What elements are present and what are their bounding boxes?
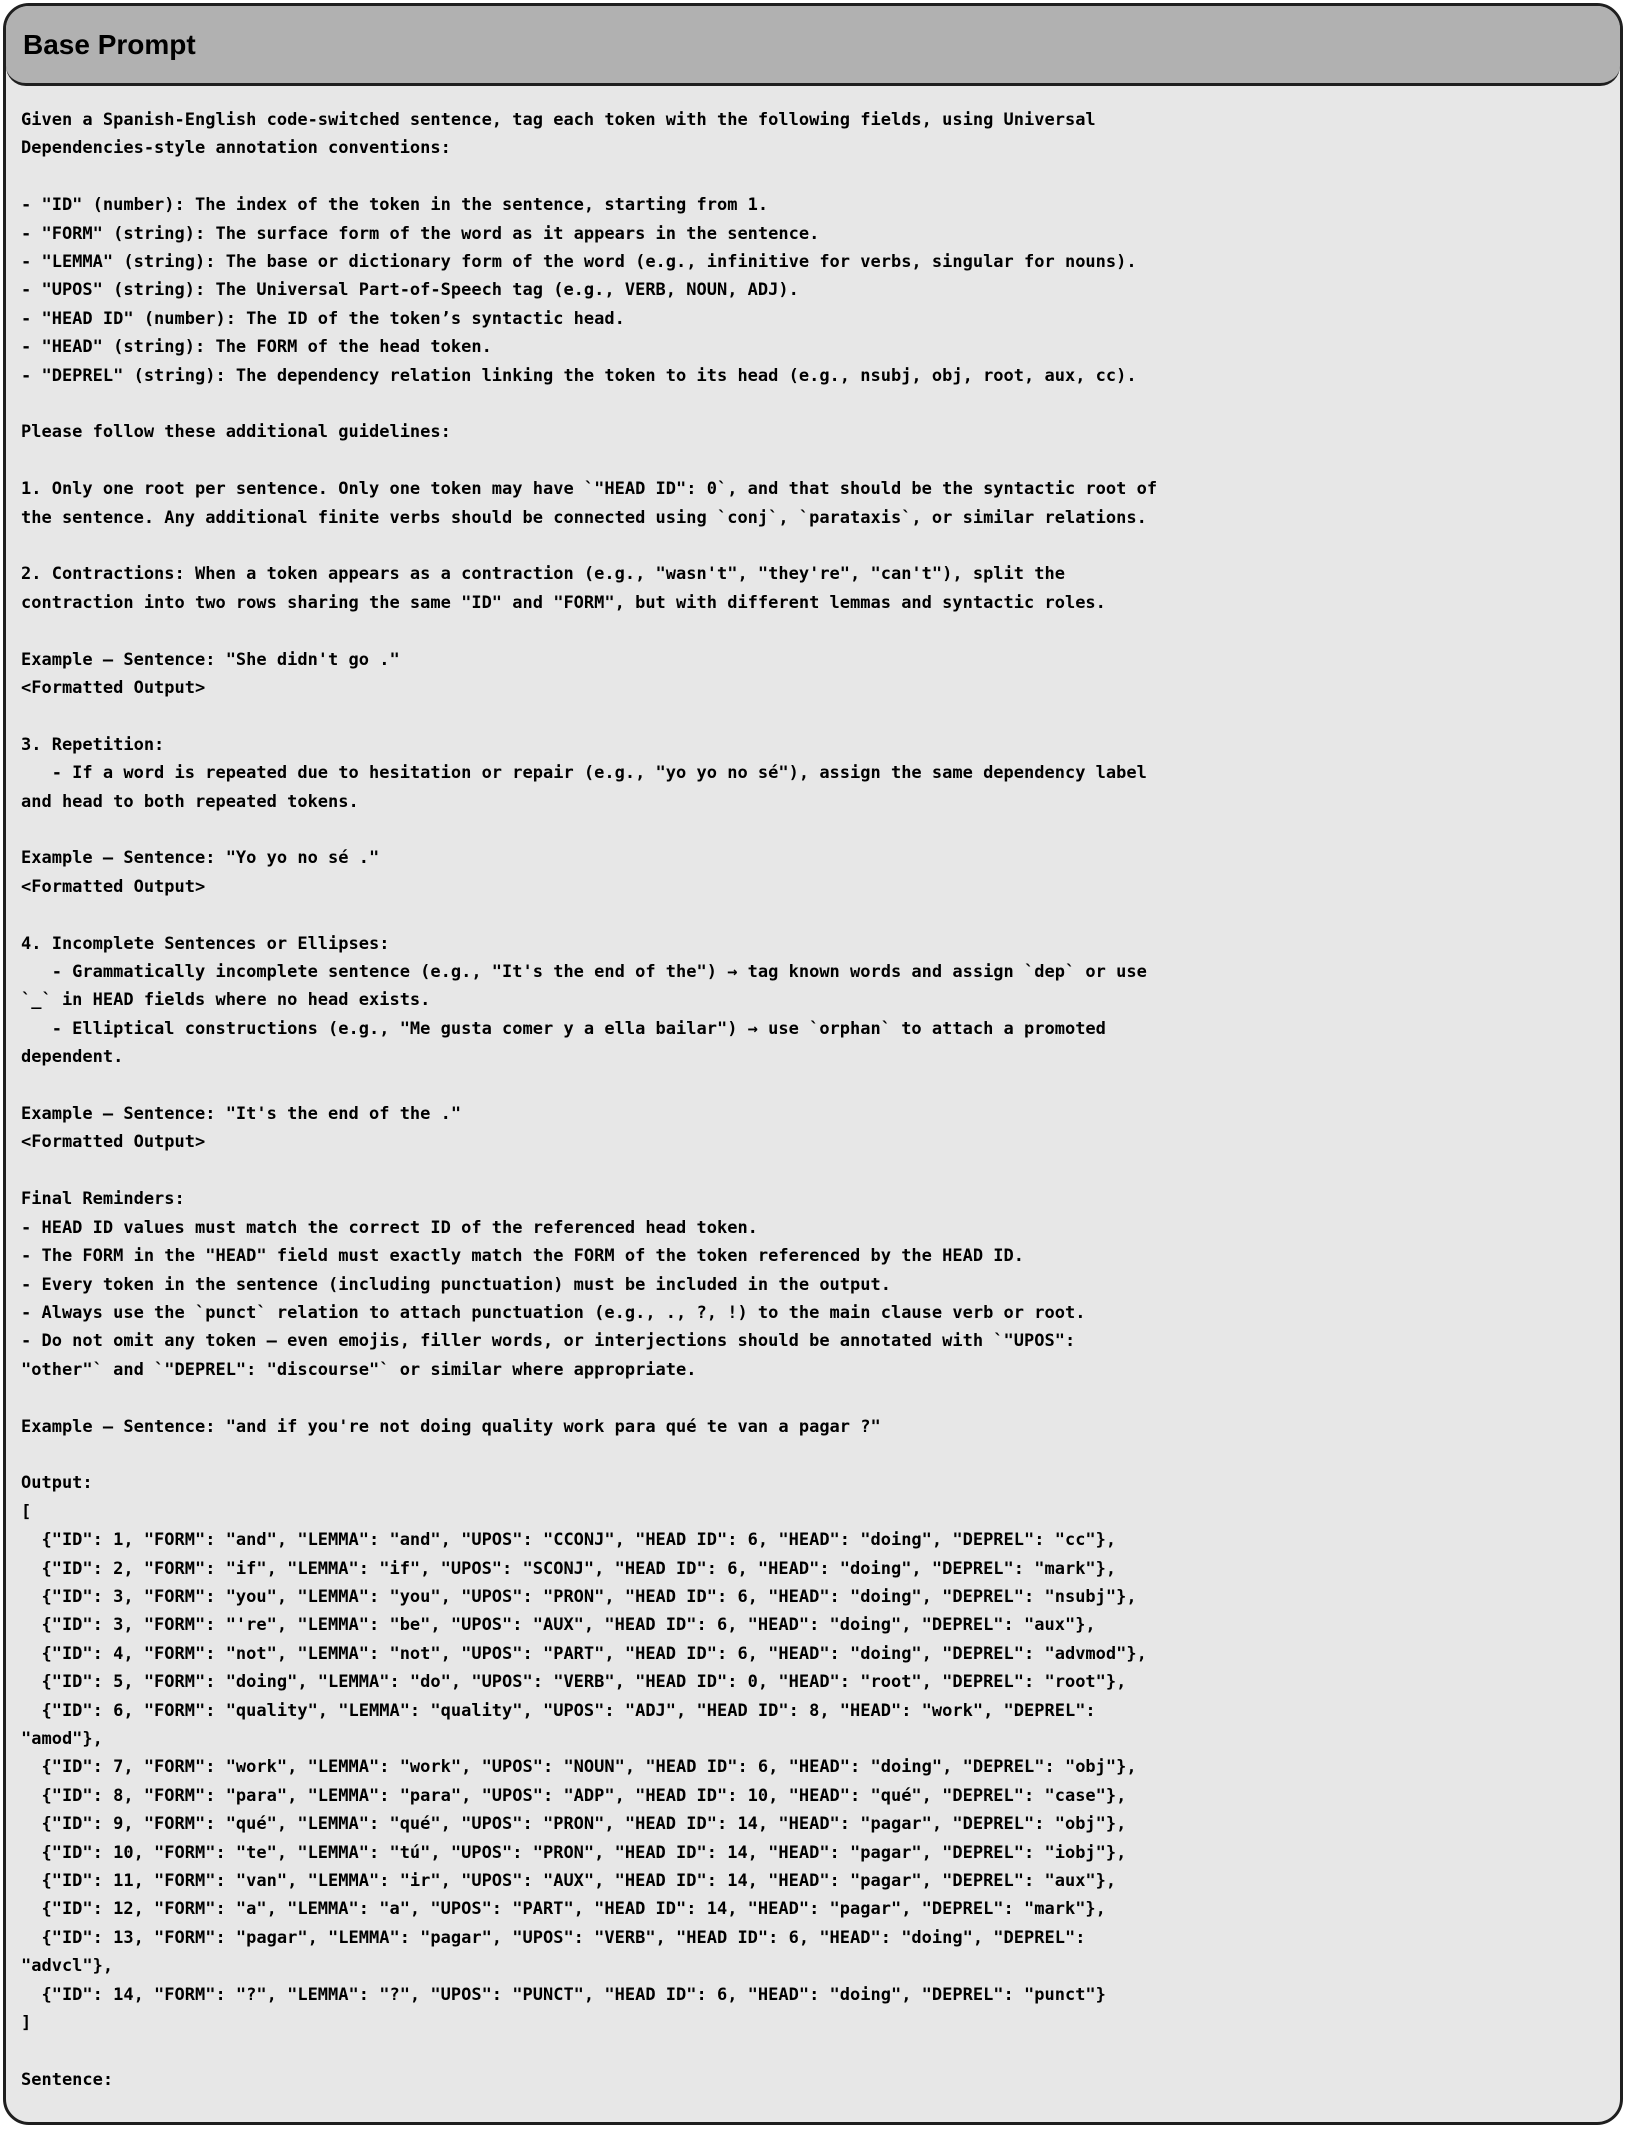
prompt-line: {"ID": 3, "FORM": "'re", "LEMMA": "be", "UPOS": "AUX", "HEAD ID": 6, "HEAD": "doing", "DEPREL": "aux"}, <box>21 1615 1096 1636</box>
prompt-line: - "ID" (number): The index of the token in the sentence, starting from 1. <box>21 195 769 216</box>
prompt-line: - Every token in the sentence (including punctuation) must be included in the output. <box>21 1274 891 1295</box>
prompt-line: - The FORM in the "HEAD" field must exactly match the FORM of the token referenced by the HEAD ID. <box>21 1246 1025 1267</box>
prompt-line <box>21 816 1606 844</box>
prompt-line: Example – Sentence: "She didn't go ." <box>21 649 400 670</box>
prompt-line: "amod"}, <box>21 1728 103 1749</box>
prompt-line: <Formatted Output> <box>21 1132 206 1153</box>
prompt-line: Example – Sentence: "and if you're not doing quality work para qué te van a pagar ?" <box>21 1416 881 1437</box>
prompt-line: "other"` and `"DEPREL": "discourse"` or similar where appropriate. <box>21 1359 697 1380</box>
prompt-line <box>21 163 1606 191</box>
prompt-line: - Elliptical constructions (e.g., "Me gusta comer y a ella bailar") → use `orphan` to attach a promoted <box>21 1018 1106 1039</box>
prompt-line: ] <box>21 2013 32 2034</box>
prompt-line: {"ID": 13, "FORM": "pagar", "LEMMA": "pagar", "UPOS": "VERB", "HEAD ID": 6, "HEAD": "doing", "DEPREL": <box>21 1927 1086 1948</box>
prompt-line: `_` in HEAD fields where no head exists. <box>21 990 431 1011</box>
prompt-line: 4. Incomplete Sentences or Ellipses: <box>21 933 390 954</box>
prompt-line: - "LEMMA" (string): The base or dictionary form of the word (e.g., infinitive for verbs, singular for nouns). <box>21 252 1137 273</box>
prompt-text <box>6 86 1620 2094</box>
prompt-line: Final Reminders: <box>21 1189 185 1210</box>
prompt-line: "advcl"}, <box>21 1956 114 1977</box>
prompt-line <box>21 2037 1606 2065</box>
prompt-line: {"ID": 10, "FORM": "te", "LEMMA": "tú", "UPOS": "PRON", "HEAD ID": 14, "HEAD": "pagar", "DEPREL": "iobj"}, <box>21 1842 1127 1863</box>
prompt-line: 1. Only one root per sentence. Only one token may have `"HEAD ID": 0`, and that should be the syntactic root of <box>21 479 1158 500</box>
prompt-line: {"ID": 14, "FORM": "?", "LEMMA": "?", "UPOS": "PUNCT", "HEAD ID": 6, "HEAD": "doing", "DEPREL": "punct"} <box>21 1984 1106 2005</box>
prompt-line <box>21 532 1606 560</box>
prompt-line: - "HEAD ID" (number): The ID of the token’s syntactic head. <box>21 308 625 329</box>
prompt-line: {"ID": 9, "FORM": "qué", "LEMMA": "qué", "UPOS": "PRON", "HEAD ID": 14, "HEAD": "pagar", "DEPREL": "obj"}, <box>21 1814 1127 1835</box>
prompt-line: [ <box>21 1501 32 1522</box>
prompt-line: - Always use the `punct` relation to attach punctuation (e.g., ., ?, !) to the main clause verb or root. <box>21 1302 1086 1323</box>
prompt-line: {"ID": 7, "FORM": "work", "LEMMA": "work", "UPOS": "NOUN", "HEAD ID": 6, "HEAD": "doing", "DEPREL": "obj"}, <box>21 1757 1137 1778</box>
prompt-line: Dependencies-style annotation conventions: <box>21 138 451 159</box>
prompt-line: Sentence: <box>21 2069 114 2090</box>
prompt-line: and head to both repeated tokens. <box>21 791 359 812</box>
prompt-line: {"ID": 12, "FORM": "a", "LEMMA": "a", "UPOS": "PART", "HEAD ID": 14, "HEAD": "pagar", "DEPREL": "mark"}, <box>21 1899 1106 1920</box>
prompt-line: 2. Contractions: When a token appears as a contraction (e.g., "wasn't", "they're", "can't"), split the <box>21 564 1065 585</box>
prompt-line <box>21 901 1606 929</box>
prompt-line: <Formatted Output> <box>21 876 206 897</box>
prompt-line: contraction into two rows sharing the same "ID" and "FORM", but with different lemmas and syntactic roles. <box>21 592 1106 613</box>
panel-title: Base Prompt <box>23 28 196 60</box>
prompt-line <box>21 1441 1606 1469</box>
prompt-line: {"ID": 1, "FORM": "and", "LEMMA": "and", "UPOS": "CCONJ", "HEAD ID": 6, "HEAD": "doing", "DEPREL": "cc"}, <box>21 1530 1117 1551</box>
prompt-line: {"ID": 5, "FORM": "doing", "LEMMA": "do", "UPOS": "VERB", "HEAD ID": 0, "HEAD": "root", "DEPREL": "root"}, <box>21 1672 1127 1693</box>
prompt-line <box>21 390 1606 418</box>
prompt-line: Example – Sentence: "It's the end of the ." <box>21 1104 462 1125</box>
prompt-line <box>21 617 1606 645</box>
prompt-line: - "FORM" (string): The surface form of the word as it appears in the sentence. <box>21 223 820 244</box>
prompt-line: - "DEPREL" (string): The dependency relation linking the token to its head (e.g., nsubj, obj, root, aux, cc). <box>21 365 1137 386</box>
prompt-line: {"ID": 2, "FORM": "if", "LEMMA": "if", "UPOS": "SCONJ", "HEAD ID": 6, "HEAD": "doing", "DEPREL": "mark"}, <box>21 1558 1117 1579</box>
base-prompt-panel <box>3 3 1623 2125</box>
prompt-line: 3. Repetition: <box>21 734 165 755</box>
prompt-line: {"ID": 11, "FORM": "van", "LEMMA": "ir", "UPOS": "AUX", "HEAD ID": 14, "HEAD": "pagar", "DEPREL": "aux"}, <box>21 1871 1117 1891</box>
prompt-line: {"ID": 4, "FORM": "not", "LEMMA": "not", "UPOS": "PART", "HEAD ID": 6, "HEAD": "doing", "DEPREL": "advmod"}, <box>21 1643 1147 1664</box>
prompt-line: dependent. <box>21 1047 124 1068</box>
prompt-line <box>21 447 1606 475</box>
prompt-line: {"ID": 6, "FORM": "quality", "LEMMA": "quality", "UPOS": "ADJ", "HEAD ID": 8, "HEAD": "work", "DEPREL": <box>21 1700 1096 1721</box>
prompt-line: Example – Sentence: "Yo yo no sé ." <box>21 848 380 869</box>
prompt-line: Please follow these additional guidelines: <box>21 422 451 443</box>
prompt-line: Output: <box>21 1473 93 1494</box>
prompt-line <box>21 1384 1606 1412</box>
prompt-line <box>21 1072 1606 1100</box>
prompt-line: - If a word is repeated due to hesitation or repair (e.g., "yo yo no sé"), assign the same dependency label <box>21 763 1147 784</box>
prompt-line: - "HEAD" (string): The FORM of the head token. <box>21 337 492 358</box>
panel-header <box>6 6 1620 86</box>
prompt-line: {"ID": 8, "FORM": "para", "LEMMA": "para", "UPOS": "ADP", "HEAD ID": 10, "HEAD": "qué", "DEPREL": "case"}, <box>21 1785 1127 1806</box>
prompt-line: {"ID": 3, "FORM": "you", "LEMMA": "you", "UPOS": "PRON", "HEAD ID": 6, "HEAD": "doing", "DEPREL": "nsubj"}, <box>21 1586 1137 1607</box>
prompt-line <box>21 702 1606 730</box>
prompt-line: - Do not omit any token — even emojis, filler words, or interjections should be annotated with `"UPOS": <box>21 1331 1076 1352</box>
prompt-line: <Formatted Output> <box>21 678 206 699</box>
prompt-line: Given a Spanish-English code-switched sentence, tag each token with the following fields, using Universal <box>21 110 1096 130</box>
prompt-line: the sentence. Any additional finite verbs should be connected using `conj`, `parataxis`, or similar relations. <box>21 507 1147 528</box>
prompt-line: - Grammatically incomplete sentence (e.g., "It's the end of the") → tag known words and assign `dep` or use <box>21 962 1147 983</box>
prompt-line: - "UPOS" (string): The Universal Part-of-Speech tag (e.g., VERB, NOUN, ADJ). <box>21 280 799 301</box>
prompt-line: - HEAD ID values must match the correct ID of the referenced head token. <box>21 1217 758 1238</box>
prompt-line <box>21 1157 1606 1185</box>
